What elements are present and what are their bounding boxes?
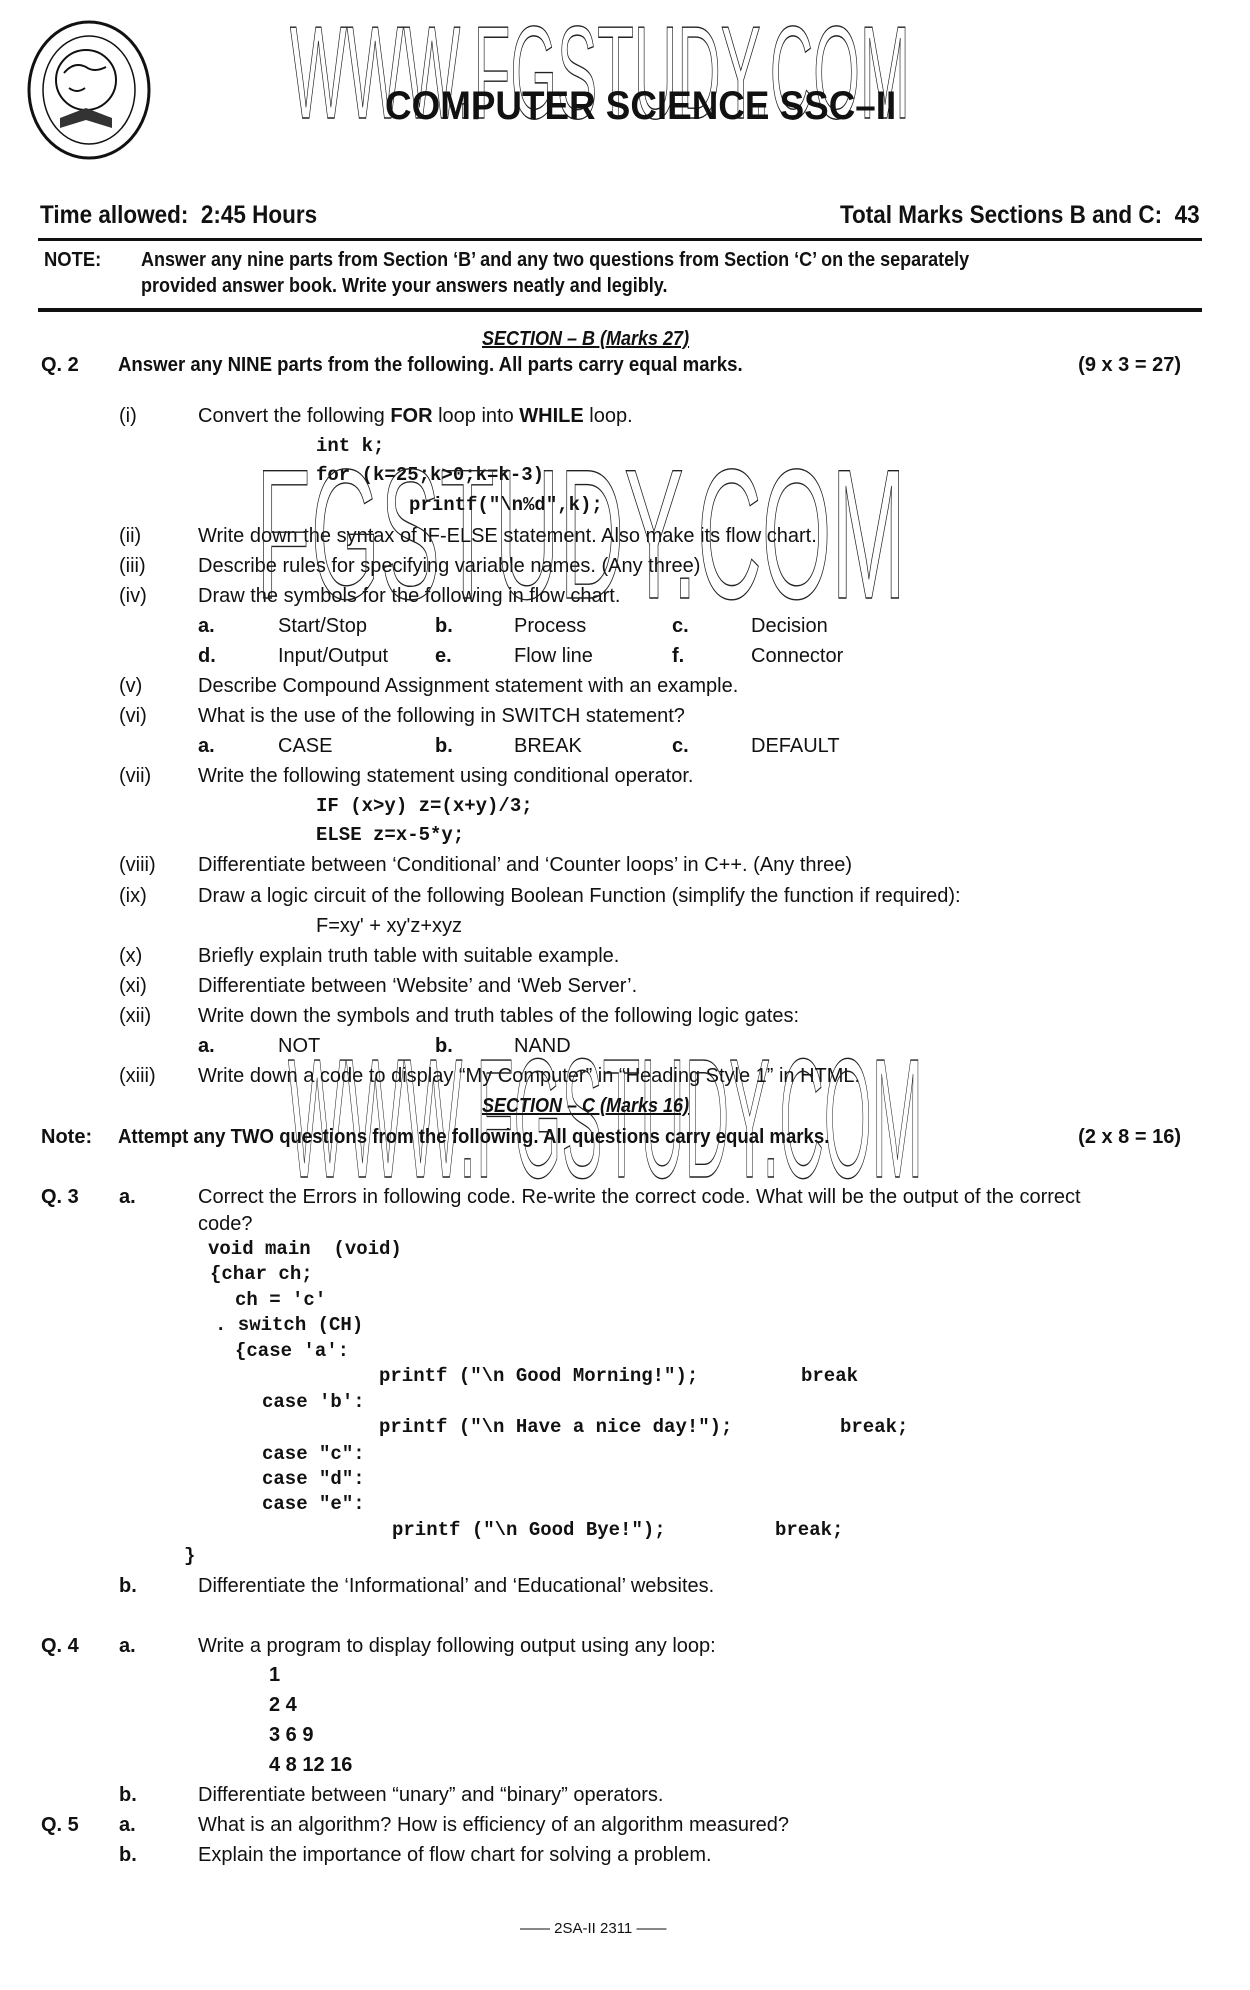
option-letter: b. — [435, 735, 453, 757]
total-marks: Total Marks Sections B and C: 43 — [840, 201, 1200, 229]
part-text: Differentiate between ‘Conditional’ and ‘Counter loops’ in C++. (Any three) — [198, 854, 853, 876]
sub-label: a. — [119, 1635, 136, 1657]
text: WHILE — [519, 405, 584, 427]
code-line: case "e": — [262, 1493, 365, 1515]
option-letter: e. — [435, 645, 452, 667]
part-text: Write down a code to display “My Computer” in “Heading Style 1” in HTML. — [198, 1065, 861, 1087]
option-letter: b. — [435, 1035, 453, 1057]
code-line: printf ("\n Have a nice day!"); — [379, 1416, 733, 1438]
svg-text:FGSTUDY.COM: FGSTUDY.COM — [256, 432, 906, 605]
part-number: (iii) — [119, 555, 146, 577]
board-logo — [24, 18, 154, 163]
part-text: Draw a logic circuit of the following Boolean Function (simplify the function if required): — [198, 885, 961, 907]
part-text: What is the use of the following in SWITCH statement? — [198, 705, 685, 727]
output-line: 4 8 12 16 — [269, 1754, 353, 1776]
question-label: Q. 4 — [41, 1635, 79, 1657]
code-line: } — [184, 1545, 196, 1567]
code-line: ch = 'c' — [235, 1289, 327, 1311]
option-letter: c. — [672, 615, 689, 637]
text: loop into — [432, 405, 520, 427]
option-letter: b. — [435, 615, 453, 637]
note-text: provided answer book. Write your answers neatly and legibly. — [141, 275, 668, 297]
note-text: Answer any nine parts from Section ‘B’ and any two questions from Section ‘C’ on the separately — [141, 249, 970, 271]
divider — [38, 238, 1202, 241]
part-text: Differentiate between ‘Website’ and ‘Web Server’. — [198, 975, 638, 997]
text: loop. — [583, 405, 633, 427]
note-label: Note: — [41, 1126, 93, 1148]
part-number: (xii) — [119, 1005, 152, 1027]
sub-label: a. — [119, 1814, 136, 1836]
option-text: Process — [514, 615, 587, 637]
question-instruction: Attempt any TWO questions from the following. All questions carry equal marks. — [118, 1126, 830, 1148]
part-number: (xiii) — [119, 1065, 156, 1087]
question-marks: (9 x 3 = 27) — [1078, 354, 1181, 376]
code-line: break; — [775, 1519, 844, 1541]
code-line: {char ch; — [210, 1263, 313, 1285]
code-line: case 'b': — [262, 1391, 365, 1413]
exam-title: COMPUTER SCIENCE SSC–II — [385, 84, 897, 128]
part-text: Draw the symbols for the following in flow chart. — [198, 585, 621, 607]
part-text: Describe rules for specifying variable names. (Any three) — [198, 555, 701, 577]
question-label: Q. 5 — [41, 1814, 79, 1836]
option-letter: c. — [672, 735, 689, 757]
option-letter: f. — [672, 645, 685, 667]
part-text — [198, 404, 633, 428]
svg-text:WWW.FGSTUDY.COM: WWW.FGSTUDY.COM — [288, 1024, 923, 1185]
code-line: . switch (CH) — [215, 1314, 364, 1336]
option-text: Decision — [751, 615, 828, 637]
sub-label: a. — [119, 1186, 136, 1208]
option-text: CASE — [278, 735, 333, 757]
option-text: Input/Output — [278, 645, 389, 667]
option-text: Connector — [751, 645, 844, 667]
code-line: {case 'a': — [235, 1340, 350, 1362]
part-number: (x) — [119, 945, 143, 967]
code-line: case "c": — [262, 1443, 365, 1465]
question-text: Differentiate the ‘Informational’ and ‘Educational’ websites. — [198, 1575, 715, 1597]
code-line: break — [801, 1365, 859, 1387]
option-text: Flow line — [514, 645, 593, 667]
divider — [38, 308, 1202, 312]
part-number: (iv) — [119, 585, 147, 607]
time-allowed: Time allowed: 2:45 Hours — [40, 201, 318, 229]
part-number: (ii) — [119, 525, 142, 547]
code-line: case "d": — [262, 1468, 365, 1490]
section-b-heading: SECTION – B (Marks 27) — [482, 328, 690, 350]
svg-text:WWW.FGSTUDY.COM: WWW.FGSTUDY.COM — [290, 0, 910, 125]
text: FOR — [390, 405, 433, 427]
sub-label: b. — [119, 1784, 137, 1806]
option-text: Start/Stop — [278, 615, 367, 637]
question-marks: (2 x 8 = 16) — [1078, 1126, 1181, 1148]
part-text: Briefly explain truth table with suitable example. — [198, 945, 620, 967]
option-letter: a. — [198, 615, 215, 637]
part-number: (i) — [119, 405, 137, 427]
code-line: void main (void) — [208, 1238, 402, 1260]
question-text: What is an algorithm? How is efficiency of an algorithm measured? — [198, 1814, 790, 1836]
code-line: break; — [840, 1416, 909, 1438]
part-number: (ix) — [119, 885, 147, 907]
part-number: (vii) — [119, 765, 152, 787]
question-instruction: Answer any NINE parts from the following. All parts carry equal marks. — [118, 354, 743, 376]
option-letter: d. — [198, 645, 216, 667]
code-line: for (k=25;k>0;k=k-3) — [316, 464, 545, 486]
output-line: 3 6 9 — [269, 1724, 314, 1746]
option-letter: a. — [198, 735, 215, 757]
part-text: Write the following statement using conditional operator. — [198, 765, 694, 787]
part-text: Write down the symbols and truth tables of the following logic gates: — [198, 1005, 800, 1027]
output-line: 2 4 — [269, 1694, 297, 1716]
note-label: NOTE: — [44, 249, 102, 271]
option-text: NAND — [514, 1035, 571, 1057]
footer-code: —— 2SA-II 2311 —— — [520, 1920, 667, 1937]
option-text: DEFAULT — [751, 735, 840, 757]
output-line: 1 — [269, 1664, 281, 1686]
option-text: NOT — [278, 1035, 321, 1057]
code-line: int k; — [316, 435, 385, 457]
question-text: Differentiate between “unary” and “binary” operators. — [198, 1784, 664, 1806]
part-text: Describe Compound Assignment statement with an example. — [198, 675, 739, 697]
part-number: (xi) — [119, 975, 147, 997]
question-text: code? — [198, 1213, 253, 1235]
code-line: printf ("\n Good Bye!"); — [392, 1519, 666, 1541]
question-text: Write a program to display following output using any loop: — [198, 1635, 716, 1657]
section-c-heading: SECTION – C (Marks 16) — [482, 1095, 690, 1117]
sub-label: b. — [119, 1844, 137, 1866]
sub-label: b. — [119, 1575, 137, 1597]
part-number: (viii) — [119, 854, 156, 876]
question-text: Correct the Errors in following code. Re-write the correct code. What will be the output of the correct — [198, 1186, 1081, 1208]
code-line: IF (x>y) z=(x+y)/3; — [316, 795, 533, 817]
question-label: Q. 3 — [41, 1186, 79, 1208]
question-text: Explain the importance of flow chart for solving a problem. — [198, 1844, 712, 1866]
text: Convert the following — [198, 405, 391, 427]
question-label: Q. 2 — [41, 354, 79, 376]
code-line: printf ("\n Good Morning!"); — [379, 1365, 699, 1387]
part-number: (v) — [119, 675, 143, 697]
boolean-formula: F=xy' + xy'z+xyz — [316, 915, 463, 937]
code-line: printf("\n%d",k); — [409, 494, 603, 516]
part-text: Write down the syntax of IF-ELSE statement. Also make its flow chart. — [198, 525, 817, 547]
option-letter: a. — [198, 1035, 215, 1057]
code-line: ELSE z=x-5*y; — [316, 824, 465, 846]
part-number: (vi) — [119, 705, 147, 727]
option-text: BREAK — [514, 735, 582, 757]
